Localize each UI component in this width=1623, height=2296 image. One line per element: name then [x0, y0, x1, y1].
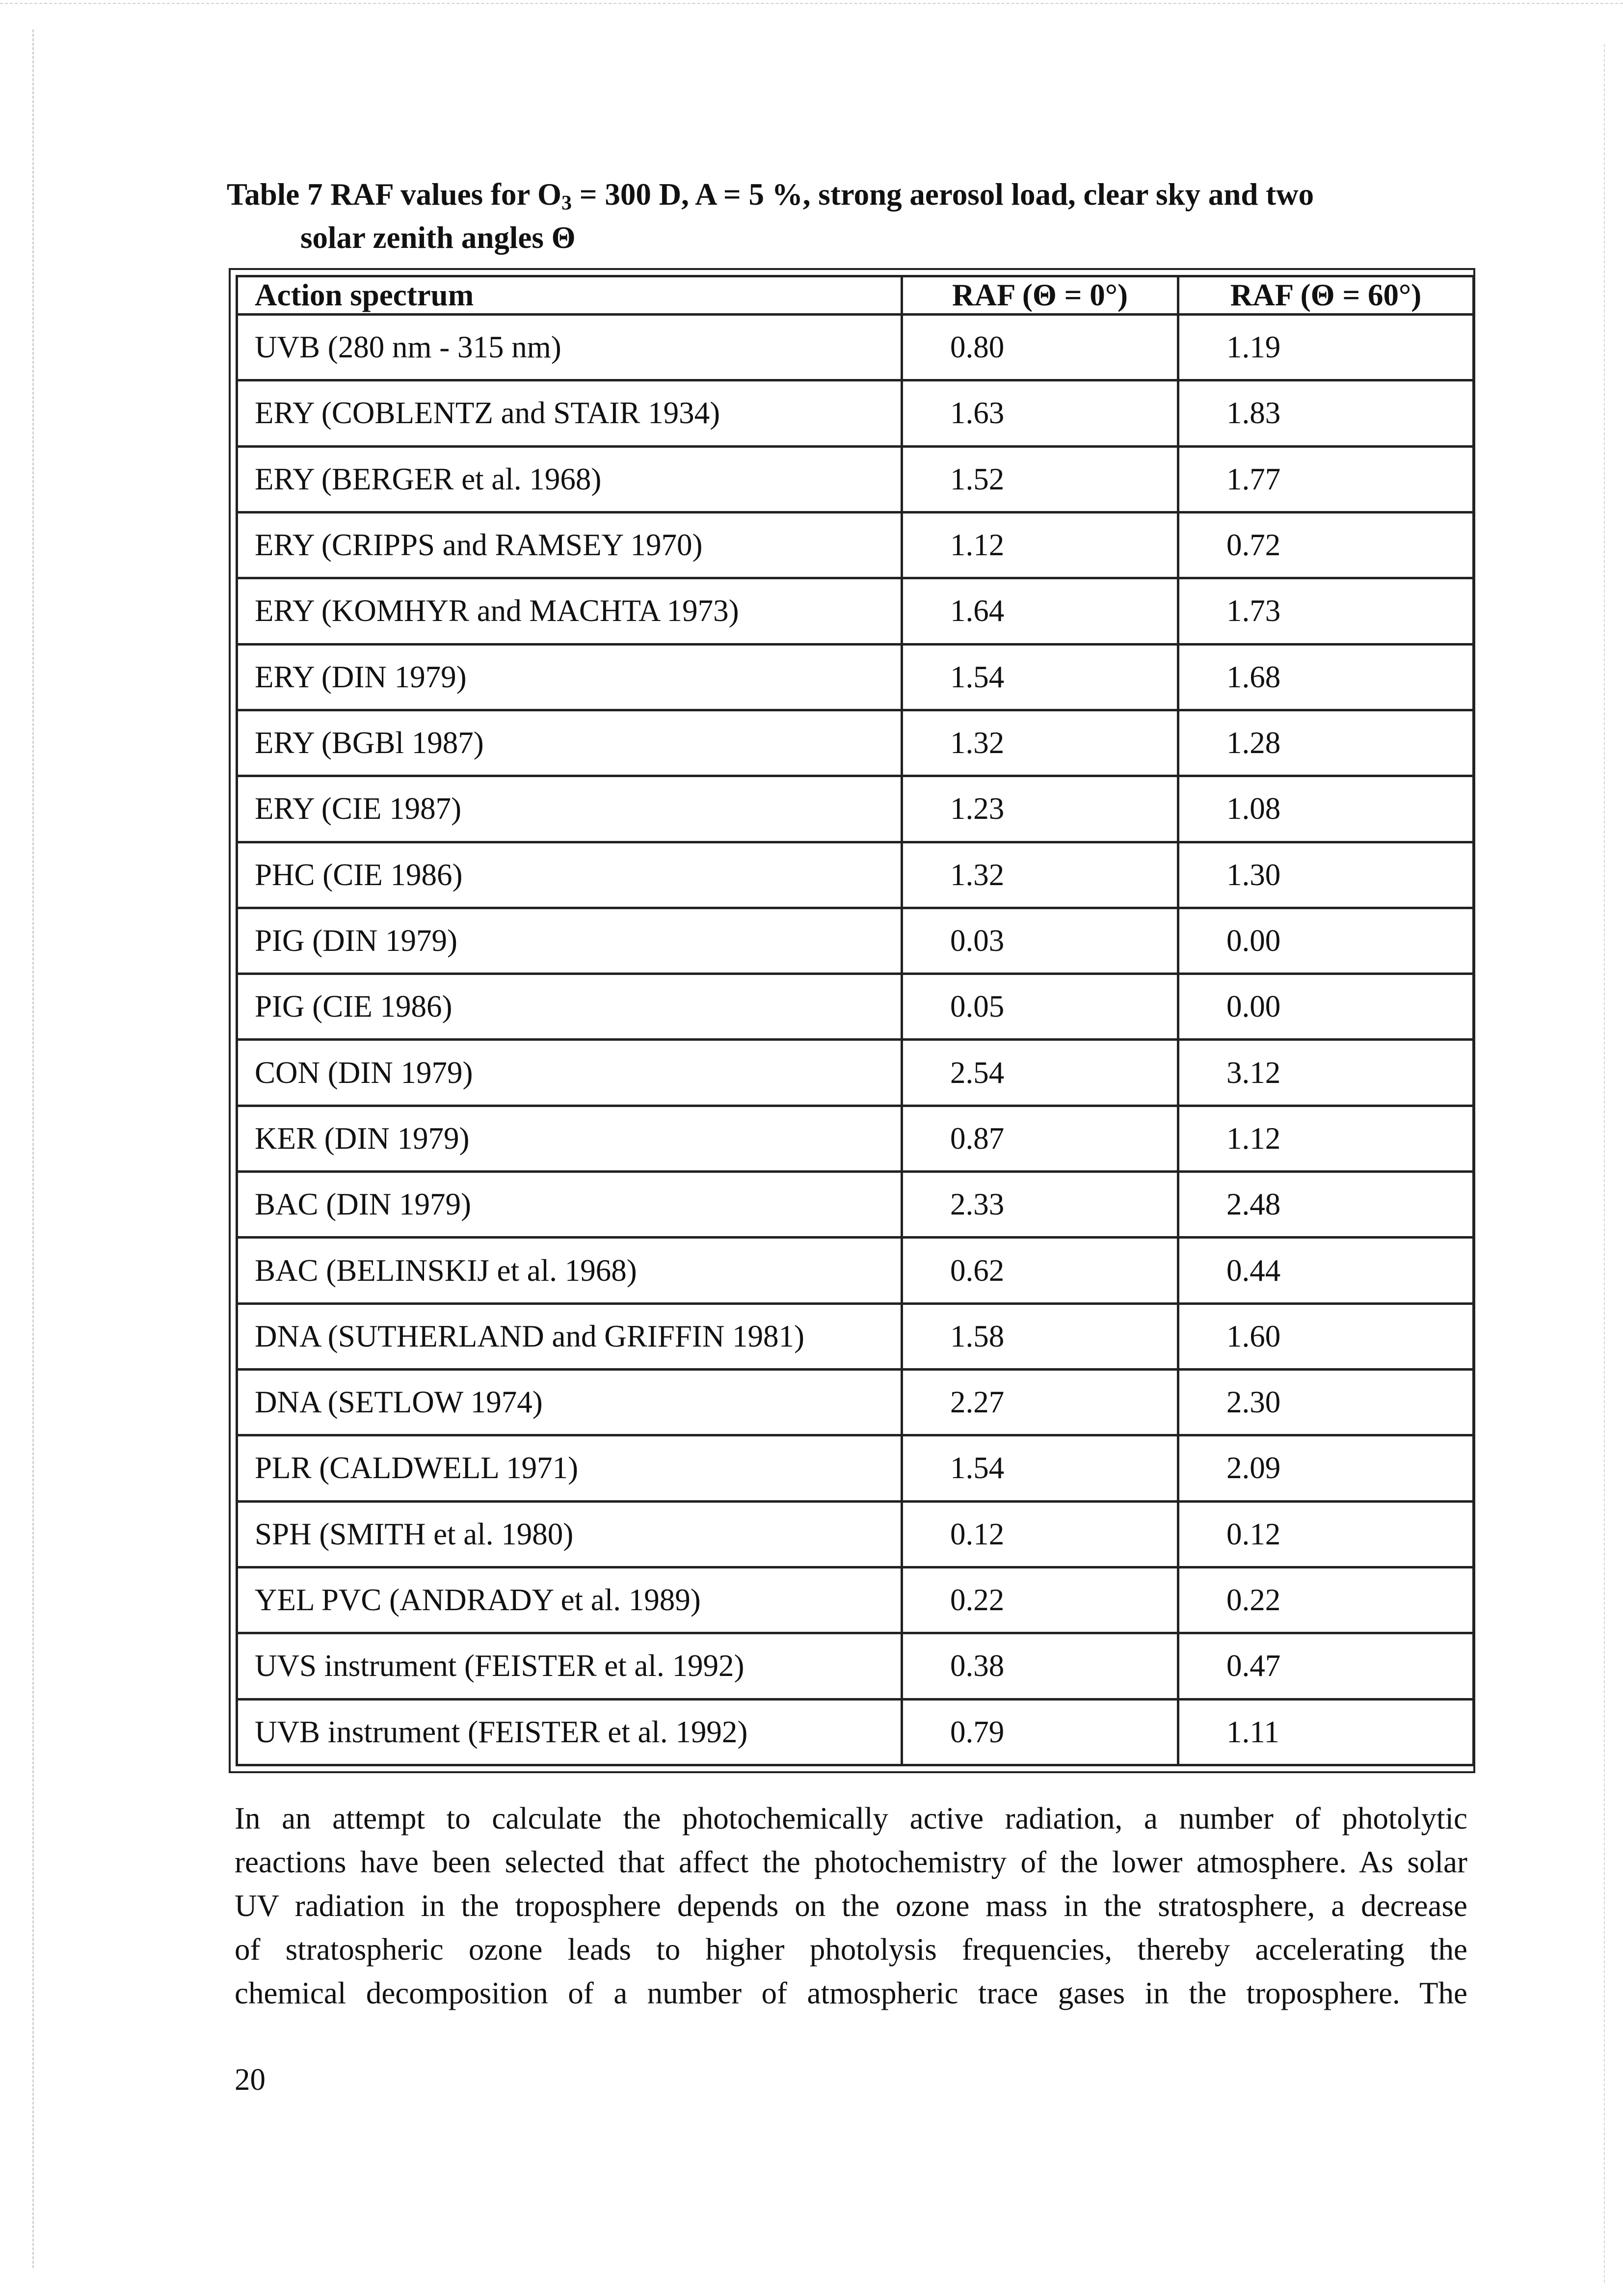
table-body [237, 315, 1474, 1765]
cell-action-spectrum: DNA (SETLOW 1974) [237, 1370, 902, 1435]
cell-raf-60: 0.22 [1178, 1567, 1474, 1633]
cell-raf-0: 0.62 [902, 1238, 1178, 1303]
cell-action-spectrum: UVS instrument (FEISTER et al. 1992) [237, 1633, 902, 1699]
table-row [237, 974, 1474, 1040]
table-row [237, 644, 1474, 710]
cell-raf-60: 1.30 [1178, 842, 1474, 908]
cell-raf-0: 1.63 [902, 380, 1178, 446]
table-row [237, 710, 1474, 776]
table-row [237, 446, 1474, 512]
raf-table-frame [229, 268, 1475, 1773]
cell-action-spectrum: DNA (SUTHERLAND and GRIFFIN 1981) [237, 1303, 902, 1369]
table-row [237, 1172, 1474, 1238]
cell-action-spectrum: BAC (DIN 1979) [237, 1172, 902, 1238]
paragraph-line: chemical decomposition of a number of atmospheric trace gases in the troposphere. The [235, 1976, 1467, 2010]
caption-line-1: Table 7 RAF values for $O_3 = 300$ D, A = 5 %, strong aerosol load, clear sky and two [227, 177, 1314, 215]
cell-raf-0: 2.54 [902, 1040, 1178, 1106]
cell-raf-60: 1.11 [1178, 1699, 1474, 1765]
cell-action-spectrum: CON (DIN 1979) [237, 1040, 902, 1106]
table-row [237, 512, 1474, 578]
cell-raf-0: 2.27 [902, 1370, 1178, 1435]
table-header-row [237, 276, 1474, 315]
table-row [237, 1106, 1474, 1171]
cell-raf-0: 1.54 [902, 1435, 1178, 1501]
table-row [237, 1567, 1474, 1633]
cell-raf-0: 0.38 [902, 1633, 1178, 1699]
cell-raf-0: 0.05 [902, 974, 1178, 1040]
cell-raf-0: 1.64 [902, 578, 1178, 644]
cell-raf-60: 0.72 [1178, 512, 1474, 578]
cell-raf-60: 0.00 [1178, 908, 1474, 973]
cell-raf-0: 1.54 [902, 644, 1178, 710]
cell-action-spectrum: UVB (280 nm - 315 nm) [237, 315, 902, 380]
table-row [237, 1370, 1474, 1435]
table-row [237, 1040, 1474, 1106]
table-row [237, 315, 1474, 380]
cell-raf-0: 1.32 [902, 842, 1178, 908]
header-raf-0: RAF (Θ = 0°) [902, 276, 1178, 315]
cell-raf-0: 1.12 [902, 512, 1178, 578]
cell-action-spectrum: ERY (COBLENTZ and STAIR 1934) [237, 380, 902, 446]
cell-action-spectrum: SPH (SMITH et al. 1980) [237, 1501, 902, 1567]
table-row [237, 1238, 1474, 1303]
scan-edge-right [1604, 44, 1605, 2283]
cell-raf-0: 2.33 [902, 1172, 1178, 1238]
cell-action-spectrum: PHC (CIE 1986) [237, 842, 902, 908]
cell-raf-60: 0.12 [1178, 1501, 1474, 1567]
table-row [237, 1303, 1474, 1369]
cell-raf-0: 1.23 [902, 776, 1178, 842]
cell-raf-0: 1.58 [902, 1303, 1178, 1369]
cell-action-spectrum: PLR (CALDWELL 1971) [237, 1435, 902, 1501]
paragraph-line: of stratospheric ozone leads to higher photolysis frequencies, thereby accelerating the [235, 1932, 1467, 1967]
cell-raf-60: 1.73 [1178, 578, 1474, 644]
cell-action-spectrum: UVB instrument (FEISTER et al. 1992) [237, 1699, 902, 1765]
cell-action-spectrum: PIG (CIE 1986) [237, 974, 902, 1040]
cell-raf-60: 2.30 [1178, 1370, 1474, 1435]
raf-table [236, 275, 1475, 1766]
cell-raf-60: 3.12 [1178, 1040, 1474, 1106]
table-row [237, 842, 1474, 908]
scan-edge-left [32, 29, 34, 2268]
table-row [237, 1435, 1474, 1501]
cell-action-spectrum: ERY (CIE 1987) [237, 776, 902, 842]
cell-raf-0: 0.87 [902, 1106, 1178, 1171]
cell-raf-60: 2.09 [1178, 1435, 1474, 1501]
table-row [237, 1501, 1474, 1567]
cell-raf-0: 1.52 [902, 446, 1178, 512]
cell-raf-0: 0.79 [902, 1699, 1178, 1765]
cell-raf-60: 1.19 [1178, 315, 1474, 380]
cell-action-spectrum: BAC (BELINSKIJ et al. 1968) [237, 1238, 902, 1303]
cell-action-spectrum: ERY (BGBl 1987) [237, 710, 902, 776]
table-row [237, 908, 1474, 973]
cell-raf-0: 0.03 [902, 908, 1178, 973]
caption-line-2: solar zenith angles Θ [300, 220, 576, 255]
cell-raf-60: 1.28 [1178, 710, 1474, 776]
header-action-spectrum: Action spectrum [237, 276, 902, 315]
table-row [237, 578, 1474, 644]
table-caption [227, 173, 1483, 259]
table-row [237, 380, 1474, 446]
body-paragraph [235, 1797, 1467, 2015]
cell-action-spectrum: ERY (KOMHYR and MACHTA 1973) [237, 578, 902, 644]
cell-raf-60: 0.47 [1178, 1633, 1474, 1699]
cell-action-spectrum: ERY (DIN 1979) [237, 644, 902, 710]
paragraph-line: UV radiation in the troposphere depends on the ozone mass in the stratosphere, a decrease [235, 1889, 1467, 1923]
cell-action-spectrum: ERY (CRIPPS and RAMSEY 1970) [237, 512, 902, 578]
cell-raf-60: 1.12 [1178, 1106, 1474, 1171]
header-raf-60: RAF (Θ = 60°) [1178, 276, 1474, 315]
table-row [237, 1633, 1474, 1699]
cell-raf-60: 0.00 [1178, 974, 1474, 1040]
cell-raf-60: 1.68 [1178, 644, 1474, 710]
cell-action-spectrum: YEL PVC (ANDRADY et al. 1989) [237, 1567, 902, 1633]
scan-edge-top [0, 3, 1623, 4]
cell-raf-60: 1.08 [1178, 776, 1474, 842]
cell-raf-60: 1.60 [1178, 1303, 1474, 1369]
page-number: 20 [235, 2062, 266, 2097]
cell-action-spectrum: PIG (DIN 1979) [237, 908, 902, 973]
cell-raf-60: 1.83 [1178, 380, 1474, 446]
cell-action-spectrum: ERY (BERGER et al. 1968) [237, 446, 902, 512]
cell-raf-0: 0.80 [902, 315, 1178, 380]
cell-action-spectrum: KER (DIN 1979) [237, 1106, 902, 1171]
table-row [237, 776, 1474, 842]
cell-raf-60: 0.44 [1178, 1238, 1474, 1303]
cell-raf-0: 0.12 [902, 1501, 1178, 1567]
cell-raf-0: 0.22 [902, 1567, 1178, 1633]
cell-raf-60: 2.48 [1178, 1172, 1474, 1238]
paragraph-line: reactions have been selected that affect the photochemistry of the lower atmosphere. As solar [235, 1845, 1467, 1879]
paragraph-line: In an attempt to calculate the photochemically active radiation, a number of photolytic [235, 1801, 1467, 1836]
table-row [237, 1699, 1474, 1765]
cell-raf-0: 1.32 [902, 710, 1178, 776]
cell-raf-60: 1.77 [1178, 446, 1474, 512]
